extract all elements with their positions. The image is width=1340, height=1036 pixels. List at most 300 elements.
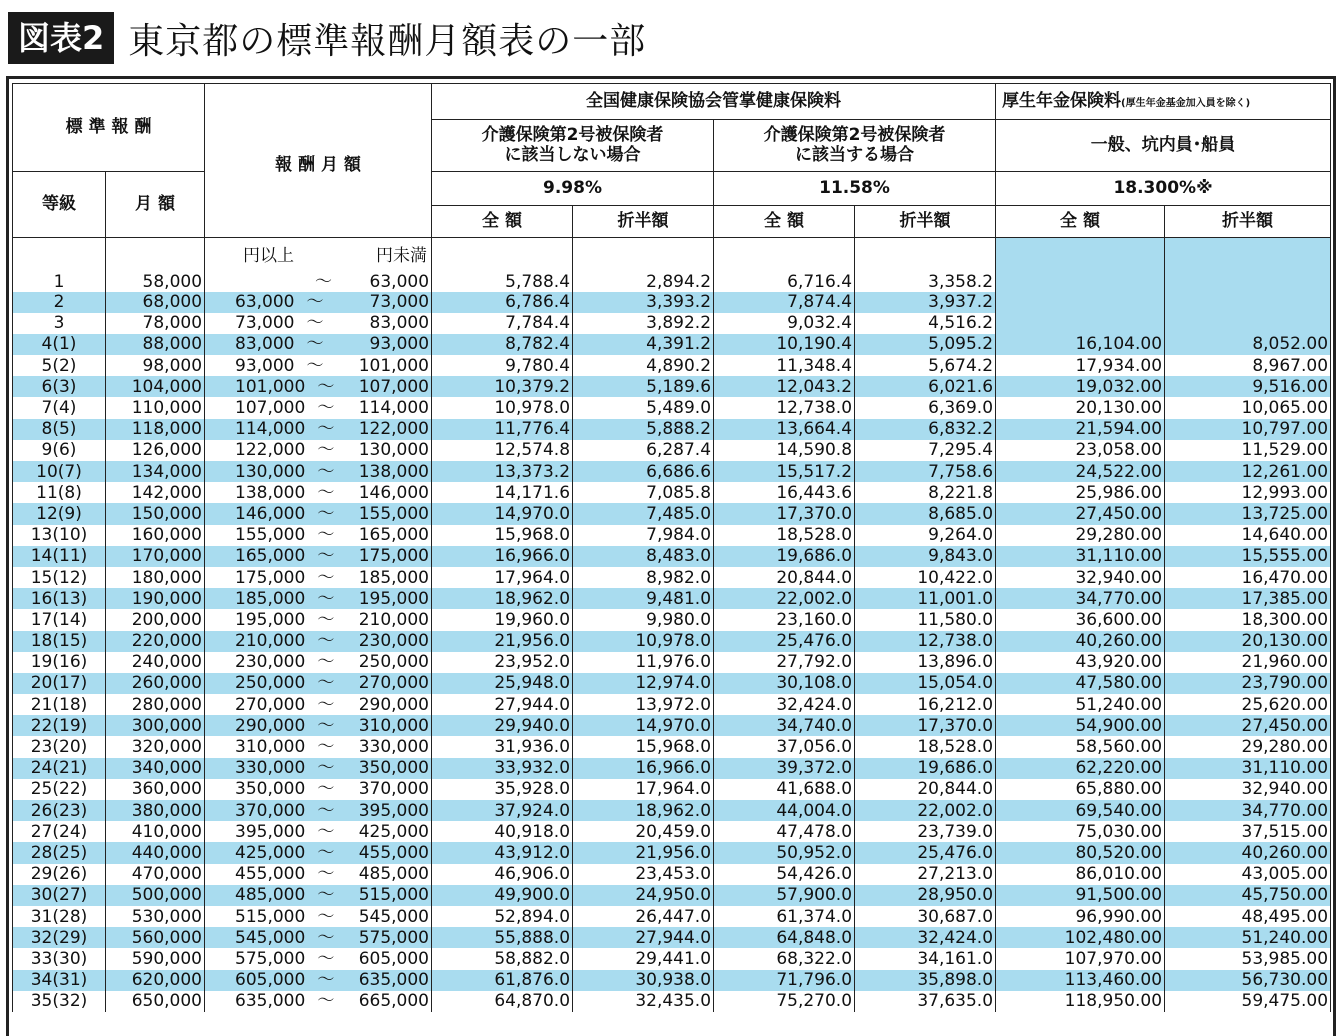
cell-notcare-half: 27,944.0 <box>573 927 714 948</box>
cell-notcare-full: 37,924.0 <box>432 800 573 821</box>
cell-pension-full: 65,880.00 <box>996 779 1165 800</box>
cell-range <box>205 292 432 313</box>
cell-monthly-amount: 220,000 <box>106 631 205 652</box>
range-from: 545,000 <box>235 927 306 948</box>
cell-notcare-full: 43,912.0 <box>432 842 573 863</box>
cell-notcare-full: 19,960.0 <box>432 609 573 630</box>
cell-monthly-amount: 470,000 <box>106 864 205 885</box>
cell-notcare-half: 3,393.2 <box>573 292 714 313</box>
range-to: 101,000 <box>358 355 430 376</box>
range-tilde: 〜 <box>315 271 333 292</box>
cell-notcare-full: 40,918.0 <box>432 821 573 842</box>
range-to: 605,000 <box>358 948 430 969</box>
range-from: 107,000 <box>235 398 306 419</box>
cell-notcare-half: 5,888.2 <box>573 419 714 440</box>
cell-pension-full: 80,520.00 <box>996 842 1165 863</box>
table-row <box>13 609 1331 630</box>
figure-label: 図表2 <box>8 12 114 64</box>
cell-care-half: 6,832.2 <box>855 419 996 440</box>
header-not-care <box>432 120 714 172</box>
cell-grade: 20(17) <box>13 673 106 694</box>
cell-notcare-full: 18,962.0 <box>432 588 573 609</box>
cell-pension-full: 54,900.00 <box>996 715 1165 736</box>
table-row <box>13 631 1331 652</box>
range-tilde: 〜 <box>317 800 335 821</box>
cell-notcare-half: 5,489.0 <box>573 397 714 418</box>
range-to: 635,000 <box>358 970 430 991</box>
table-row <box>13 927 1331 948</box>
cell-care-full: 71,796.0 <box>714 970 855 991</box>
range-to: 83,000 <box>369 313 430 334</box>
range-from: 575,000 <box>235 948 306 969</box>
cell-care-full: 54,426.0 <box>714 864 855 885</box>
cell-care-full: 61,374.0 <box>714 906 855 927</box>
cell-monthly-amount: 68,000 <box>106 292 205 313</box>
cell-notcare-full: 13,373.2 <box>432 461 573 482</box>
range-from: 195,000 <box>235 609 306 630</box>
cell-notcare-full: 35,928.0 <box>432 779 573 800</box>
cell-pension-full: 16,104.00 <box>996 334 1165 355</box>
cell-range <box>205 948 432 969</box>
cell-notcare-full: 25,948.0 <box>432 673 573 694</box>
cell-monthly-amount: 190,000 <box>106 588 205 609</box>
range-from: 250,000 <box>235 673 306 694</box>
cell-pension-full: 91,500.00 <box>996 885 1165 906</box>
range-from: 63,000 <box>235 292 295 313</box>
cell-care-half: 5,674.2 <box>855 355 996 376</box>
cell-notcare-half: 6,686.6 <box>573 461 714 482</box>
cell-care-full: 11,348.4 <box>714 355 855 376</box>
range-to: 130,000 <box>358 440 430 461</box>
cell-care-full: 16,443.6 <box>714 482 855 503</box>
cell-pension-full: 25,986.00 <box>996 482 1165 503</box>
range-tilde: 〜 <box>306 334 324 355</box>
cell-grade: 19(16) <box>13 652 106 673</box>
cell-range <box>205 885 432 906</box>
cell-range <box>205 906 432 927</box>
cell-grade: 27(24) <box>13 821 106 842</box>
cell-pension-full: 107,970.00 <box>996 948 1165 969</box>
header-rate-not-care: 9.98% <box>432 172 714 206</box>
figure-title-row <box>8 10 646 66</box>
cell-range <box>205 313 432 334</box>
cell-notcare-half: 16,966.0 <box>573 758 714 779</box>
cell-notcare-full: 49,900.0 <box>432 885 573 906</box>
range-to: 425,000 <box>358 821 430 842</box>
cell-pension-full: 24,522.00 <box>996 461 1165 482</box>
cell-care-full: 47,478.0 <box>714 821 855 842</box>
cell-notcare-full: 46,906.0 <box>432 864 573 885</box>
cell-care-half: 28,950.0 <box>855 885 996 906</box>
cell-notcare-full: 58,882.0 <box>432 948 573 969</box>
table-row <box>13 673 1331 694</box>
cell-pension-half: 10,065.00 <box>1165 397 1331 418</box>
cell-notcare-full: 6,786.4 <box>432 292 573 313</box>
range-to: 73,000 <box>369 292 430 313</box>
table-row <box>13 864 1331 885</box>
cell-grade: 3 <box>13 313 106 334</box>
range-from: 210,000 <box>235 631 306 652</box>
range-tilde: 〜 <box>317 525 335 546</box>
cell-monthly-amount: 380,000 <box>106 800 205 821</box>
cell-pension-full: 21,594.00 <box>996 419 1165 440</box>
cell-notcare-full: 5,788.4 <box>432 238 573 292</box>
cell-pension-full: 47,580.00 <box>996 673 1165 694</box>
range-tilde: 〜 <box>317 546 335 567</box>
cell-care-full: 13,664.4 <box>714 419 855 440</box>
header-half: 折半額 <box>855 206 996 238</box>
cell-care-full: 7,874.4 <box>714 292 855 313</box>
cell-care-half: 7,758.6 <box>855 461 996 482</box>
cell-grade: 32(29) <box>13 927 106 948</box>
cell-care-half: 35,898.0 <box>855 970 996 991</box>
cell-notcare-full: 14,171.6 <box>432 482 573 503</box>
cell-monthly-amount: 500,000 <box>106 885 205 906</box>
cell-pension-half: 20,130.00 <box>1165 631 1331 652</box>
header-kyokai: 全国健康保険協会管掌健康保険料 <box>432 84 996 120</box>
cell-care-full: 23,160.0 <box>714 609 855 630</box>
range-from: 146,000 <box>235 503 306 524</box>
range-tilde: 〜 <box>317 864 335 885</box>
range-tilde: 〜 <box>317 376 335 397</box>
cell-grade: 31(28) <box>13 906 106 927</box>
cell-notcare-half: 2,894.2 <box>573 238 714 292</box>
cell-notcare-half: 8,982.0 <box>573 567 714 588</box>
range-from: 330,000 <box>235 758 306 779</box>
cell-monthly-amount: 650,000 <box>106 991 205 1012</box>
cell-notcare-half: 24,950.0 <box>573 885 714 906</box>
cell-notcare-half: 6,287.4 <box>573 440 714 461</box>
cell-care-half: 6,369.0 <box>855 397 996 418</box>
range-from: 395,000 <box>235 821 306 842</box>
cell-pension-half: 15,555.00 <box>1165 546 1331 567</box>
cell-care-half: 34,161.0 <box>855 948 996 969</box>
header-standard-remuneration: 標 準 報 酬 <box>13 84 205 172</box>
cell-care-half: 13,896.0 <box>855 652 996 673</box>
cell-pension-full: 69,540.00 <box>996 800 1165 821</box>
cell-notcare-full: 10,379.2 <box>432 376 573 397</box>
cell-pension-half: 8,052.00 <box>1165 334 1331 355</box>
cell-range <box>205 821 432 842</box>
table-row <box>13 906 1331 927</box>
cell-care-half: 32,424.0 <box>855 927 996 948</box>
cell-notcare-half: 30,938.0 <box>573 970 714 991</box>
cell-monthly-amount: 410,000 <box>106 821 205 842</box>
range-tilde: 〜 <box>317 842 335 863</box>
cell-notcare-half: 23,453.0 <box>573 864 714 885</box>
cell-care-half: 9,843.0 <box>855 546 996 567</box>
header-pension-text: 厚生年金保険料 <box>1002 90 1122 111</box>
cell-notcare-full: 10,978.0 <box>432 397 573 418</box>
cell-range <box>205 631 432 652</box>
cell-notcare-full: 8,782.4 <box>432 334 573 355</box>
cell-range <box>205 758 432 779</box>
range-tilde: 〜 <box>317 991 335 1012</box>
cell-grade: 34(31) <box>13 970 106 991</box>
cell-pension-half: 32,940.00 <box>1165 779 1331 800</box>
table-row <box>13 238 1331 292</box>
range-to: 395,000 <box>358 800 430 821</box>
cell-grade: 30(27) <box>13 885 106 906</box>
cell-notcare-full: 12,574.8 <box>432 440 573 461</box>
cell-grade: 13(10) <box>13 525 106 546</box>
cell-notcare-full: 29,940.0 <box>432 715 573 736</box>
cell-grade: 29(26) <box>13 864 106 885</box>
range-from: 93,000 <box>235 355 295 376</box>
cell-pension-full <box>996 313 1165 334</box>
table-row <box>13 376 1331 397</box>
cell-notcare-half: 11,976.0 <box>573 652 714 673</box>
cell-grade: 9(6) <box>13 440 106 461</box>
header-full: 全 額 <box>714 206 855 238</box>
range-to: 370,000 <box>358 779 430 800</box>
table-row <box>13 715 1331 736</box>
range-from: 122,000 <box>235 440 306 461</box>
cell-care-full: 17,370.0 <box>714 503 855 524</box>
cell-notcare-full: 31,936.0 <box>432 736 573 757</box>
cell-care-full: 39,372.0 <box>714 758 855 779</box>
cell-pension-half: 10,797.00 <box>1165 419 1331 440</box>
cell-grade: 6(3) <box>13 376 106 397</box>
cell-care-half: 18,528.0 <box>855 736 996 757</box>
cell-pension-half: 11,529.00 <box>1165 440 1331 461</box>
cell-grade: 35(32) <box>13 991 106 1012</box>
cell-care-half: 37,635.0 <box>855 991 996 1012</box>
cell-notcare-half: 21,956.0 <box>573 842 714 863</box>
cell-care-half: 3,937.2 <box>855 292 996 313</box>
cell-pension-full: 62,220.00 <box>996 758 1165 779</box>
header-half: 折半額 <box>1165 206 1331 238</box>
cell-pension-full: 31,110.00 <box>996 546 1165 567</box>
cell-range <box>205 970 432 991</box>
cell-grade: 1 <box>13 238 106 292</box>
cell-notcare-half: 4,890.2 <box>573 355 714 376</box>
cell-care-half: 23,739.0 <box>855 821 996 842</box>
cell-pension-full: 96,990.00 <box>996 906 1165 927</box>
cell-pension-half: 27,450.00 <box>1165 715 1331 736</box>
cell-monthly-amount: 320,000 <box>106 736 205 757</box>
cell-pension-half: 9,516.00 <box>1165 376 1331 397</box>
range-tilde: 〜 <box>306 313 324 334</box>
cell-grade: 11(8) <box>13 482 106 503</box>
cell-care-full: 6,716.4 <box>714 238 855 292</box>
cell-care-half: 17,370.0 <box>855 715 996 736</box>
range-tilde: 〜 <box>317 631 335 652</box>
cell-monthly-amount: 200,000 <box>106 609 205 630</box>
cell-notcare-full: 14,970.0 <box>432 503 573 524</box>
cell-range <box>205 546 432 567</box>
cell-care-full: 37,056.0 <box>714 736 855 757</box>
cell-pension-half: 29,280.00 <box>1165 736 1331 757</box>
cell-pension-full: 118,950.00 <box>996 991 1165 1012</box>
range-from: 515,000 <box>235 906 306 927</box>
range-from: 101,000 <box>235 376 306 397</box>
range-tilde: 〜 <box>317 609 335 630</box>
cell-range <box>205 609 432 630</box>
range-tilde: 〜 <box>317 440 335 461</box>
cell-pension-half: 12,261.00 <box>1165 461 1331 482</box>
cell-care-half: 8,685.0 <box>855 503 996 524</box>
cell-pension-full: 34,770.00 <box>996 588 1165 609</box>
range-from: 185,000 <box>235 588 306 609</box>
cell-care-full: 27,792.0 <box>714 652 855 673</box>
cell-care-half: 4,516.2 <box>855 313 996 334</box>
cell-notcare-half: 14,970.0 <box>573 715 714 736</box>
range-tilde: 〜 <box>317 779 335 800</box>
cell-range <box>205 673 432 694</box>
header-care-line2: に該当する場合 <box>795 144 915 165</box>
range-to: 146,000 <box>358 482 430 503</box>
cell-grade: 21(18) <box>13 694 106 715</box>
cell-monthly-amount: 126,000 <box>106 440 205 461</box>
range-to: 310,000 <box>358 715 430 736</box>
range-from: 635,000 <box>235 991 306 1012</box>
cell-care-full: 50,952.0 <box>714 842 855 863</box>
cell-pension-half: 40,260.00 <box>1165 842 1331 863</box>
cell-range <box>205 736 432 757</box>
cell-care-half: 5,095.2 <box>855 334 996 355</box>
cell-notcare-half: 3,892.2 <box>573 313 714 334</box>
header-half: 折半額 <box>573 206 714 238</box>
range-tilde: 〜 <box>317 673 335 694</box>
header-rate-care: 11.58% <box>714 172 996 206</box>
cell-notcare-full: 9,780.4 <box>432 355 573 376</box>
range-from: 270,000 <box>235 694 306 715</box>
cell-pension-half: 13,725.00 <box>1165 503 1331 524</box>
table-row <box>13 821 1331 842</box>
range-to: 455,000 <box>358 842 430 863</box>
cell-pension-half <box>1165 292 1331 313</box>
range-to: 114,000 <box>358 398 430 419</box>
cell-notcare-full: 21,956.0 <box>432 631 573 652</box>
table-row <box>13 800 1331 821</box>
cell-grade: 24(21) <box>13 758 106 779</box>
cell-care-full: 68,322.0 <box>714 948 855 969</box>
cell-monthly-amount: 240,000 <box>106 652 205 673</box>
table-row <box>13 546 1331 567</box>
range-tilde: 〜 <box>317 948 335 969</box>
cell-pension-half: 8,967.00 <box>1165 355 1331 376</box>
cell-pension-half: 45,750.00 <box>1165 885 1331 906</box>
header-rate-pension: 18.300%※ <box>996 172 1331 206</box>
cell-care-half: 9,264.0 <box>855 525 996 546</box>
cell-pension-full: 40,260.00 <box>996 631 1165 652</box>
range-tilde: 〜 <box>317 885 335 906</box>
cell-care-half: 20,844.0 <box>855 779 996 800</box>
cell-range <box>205 779 432 800</box>
remuneration-table <box>12 83 1331 1012</box>
cell-notcare-half: 4,391.2 <box>573 334 714 355</box>
range-from: 370,000 <box>235 800 306 821</box>
range-tilde: 〜 <box>317 970 335 991</box>
cell-pension-half: 21,960.00 <box>1165 652 1331 673</box>
cell-monthly-amount: 530,000 <box>106 906 205 927</box>
cell-care-half: 8,221.8 <box>855 482 996 503</box>
cell-notcare-half: 18,962.0 <box>573 800 714 821</box>
unit-yen-under: 円未満 <box>376 245 428 266</box>
cell-care-full: 64,848.0 <box>714 927 855 948</box>
range-tilde: 〜 <box>317 398 335 419</box>
header-care <box>714 120 996 172</box>
range-tilde: 〜 <box>317 737 335 758</box>
range-tilde: 〜 <box>317 461 335 482</box>
range-tilde: 〜 <box>317 588 335 609</box>
cell-range <box>205 482 432 503</box>
cell-monthly-amount: 142,000 <box>106 482 205 503</box>
page-title: 東京都の標準報酬月額表の一部 <box>128 20 647 62</box>
cell-range <box>205 238 432 292</box>
range-to: 165,000 <box>358 525 430 546</box>
cell-grade: 28(25) <box>13 842 106 863</box>
range-tilde: 〜 <box>317 567 335 588</box>
cell-notcare-full: 15,968.0 <box>432 525 573 546</box>
range-tilde: 〜 <box>317 715 335 736</box>
cell-notcare-full: 7,784.4 <box>432 313 573 334</box>
cell-pension-full <box>996 238 1165 292</box>
cell-pension-half: 31,110.00 <box>1165 758 1331 779</box>
cell-care-half: 19,686.0 <box>855 758 996 779</box>
range-from: 350,000 <box>235 779 306 800</box>
cell-notcare-half: 29,441.0 <box>573 948 714 969</box>
range-tilde: 〜 <box>317 652 335 673</box>
cell-range <box>205 461 432 482</box>
range-from: 455,000 <box>235 864 306 885</box>
cell-notcare-half: 7,085.8 <box>573 482 714 503</box>
cell-notcare-half: 9,980.0 <box>573 609 714 630</box>
cell-care-full: 20,844.0 <box>714 567 855 588</box>
cell-range <box>205 694 432 715</box>
cell-pension-full: 27,450.00 <box>996 503 1165 524</box>
cell-care-half: 30,687.0 <box>855 906 996 927</box>
range-to: 575,000 <box>358 927 430 948</box>
cell-notcare-half: 17,964.0 <box>573 779 714 800</box>
cell-notcare-half: 20,459.0 <box>573 821 714 842</box>
cell-range <box>205 440 432 461</box>
cell-notcare-half: 26,447.0 <box>573 906 714 927</box>
cell-care-full: 15,517.2 <box>714 461 855 482</box>
cell-notcare-full: 11,776.4 <box>432 419 573 440</box>
cell-grade: 25(22) <box>13 779 106 800</box>
cell-monthly-amount: 110,000 <box>106 397 205 418</box>
cell-range <box>205 800 432 821</box>
cell-monthly-amount: 280,000 <box>106 694 205 715</box>
cell-care-full: 32,424.0 <box>714 694 855 715</box>
range-from: 73,000 <box>235 313 295 334</box>
table-row <box>13 588 1331 609</box>
cell-pension-half: 23,790.00 <box>1165 673 1331 694</box>
range-from: 230,000 <box>235 652 306 673</box>
range-to: 107,000 <box>358 376 430 397</box>
cell-notcare-half: 7,485.0 <box>573 503 714 524</box>
table-row <box>13 313 1331 334</box>
cell-care-half: 22,002.0 <box>855 800 996 821</box>
cell-pension-half: 53,985.00 <box>1165 948 1331 969</box>
range-tilde: 〜 <box>306 292 324 313</box>
header-remuneration-monthly <box>205 84 432 238</box>
cell-range <box>205 842 432 863</box>
table-row <box>13 652 1331 673</box>
cell-pension-full: 17,934.00 <box>996 355 1165 376</box>
cell-range <box>205 376 432 397</box>
cell-monthly-amount: 118,000 <box>106 419 205 440</box>
cell-pension-half: 43,005.00 <box>1165 864 1331 885</box>
cell-range <box>205 334 432 355</box>
table-row <box>13 842 1331 863</box>
range-tilde: 〜 <box>317 503 335 524</box>
header-full: 全 額 <box>432 206 573 238</box>
cell-pension-full: 23,058.00 <box>996 440 1165 461</box>
table-row <box>13 482 1331 503</box>
